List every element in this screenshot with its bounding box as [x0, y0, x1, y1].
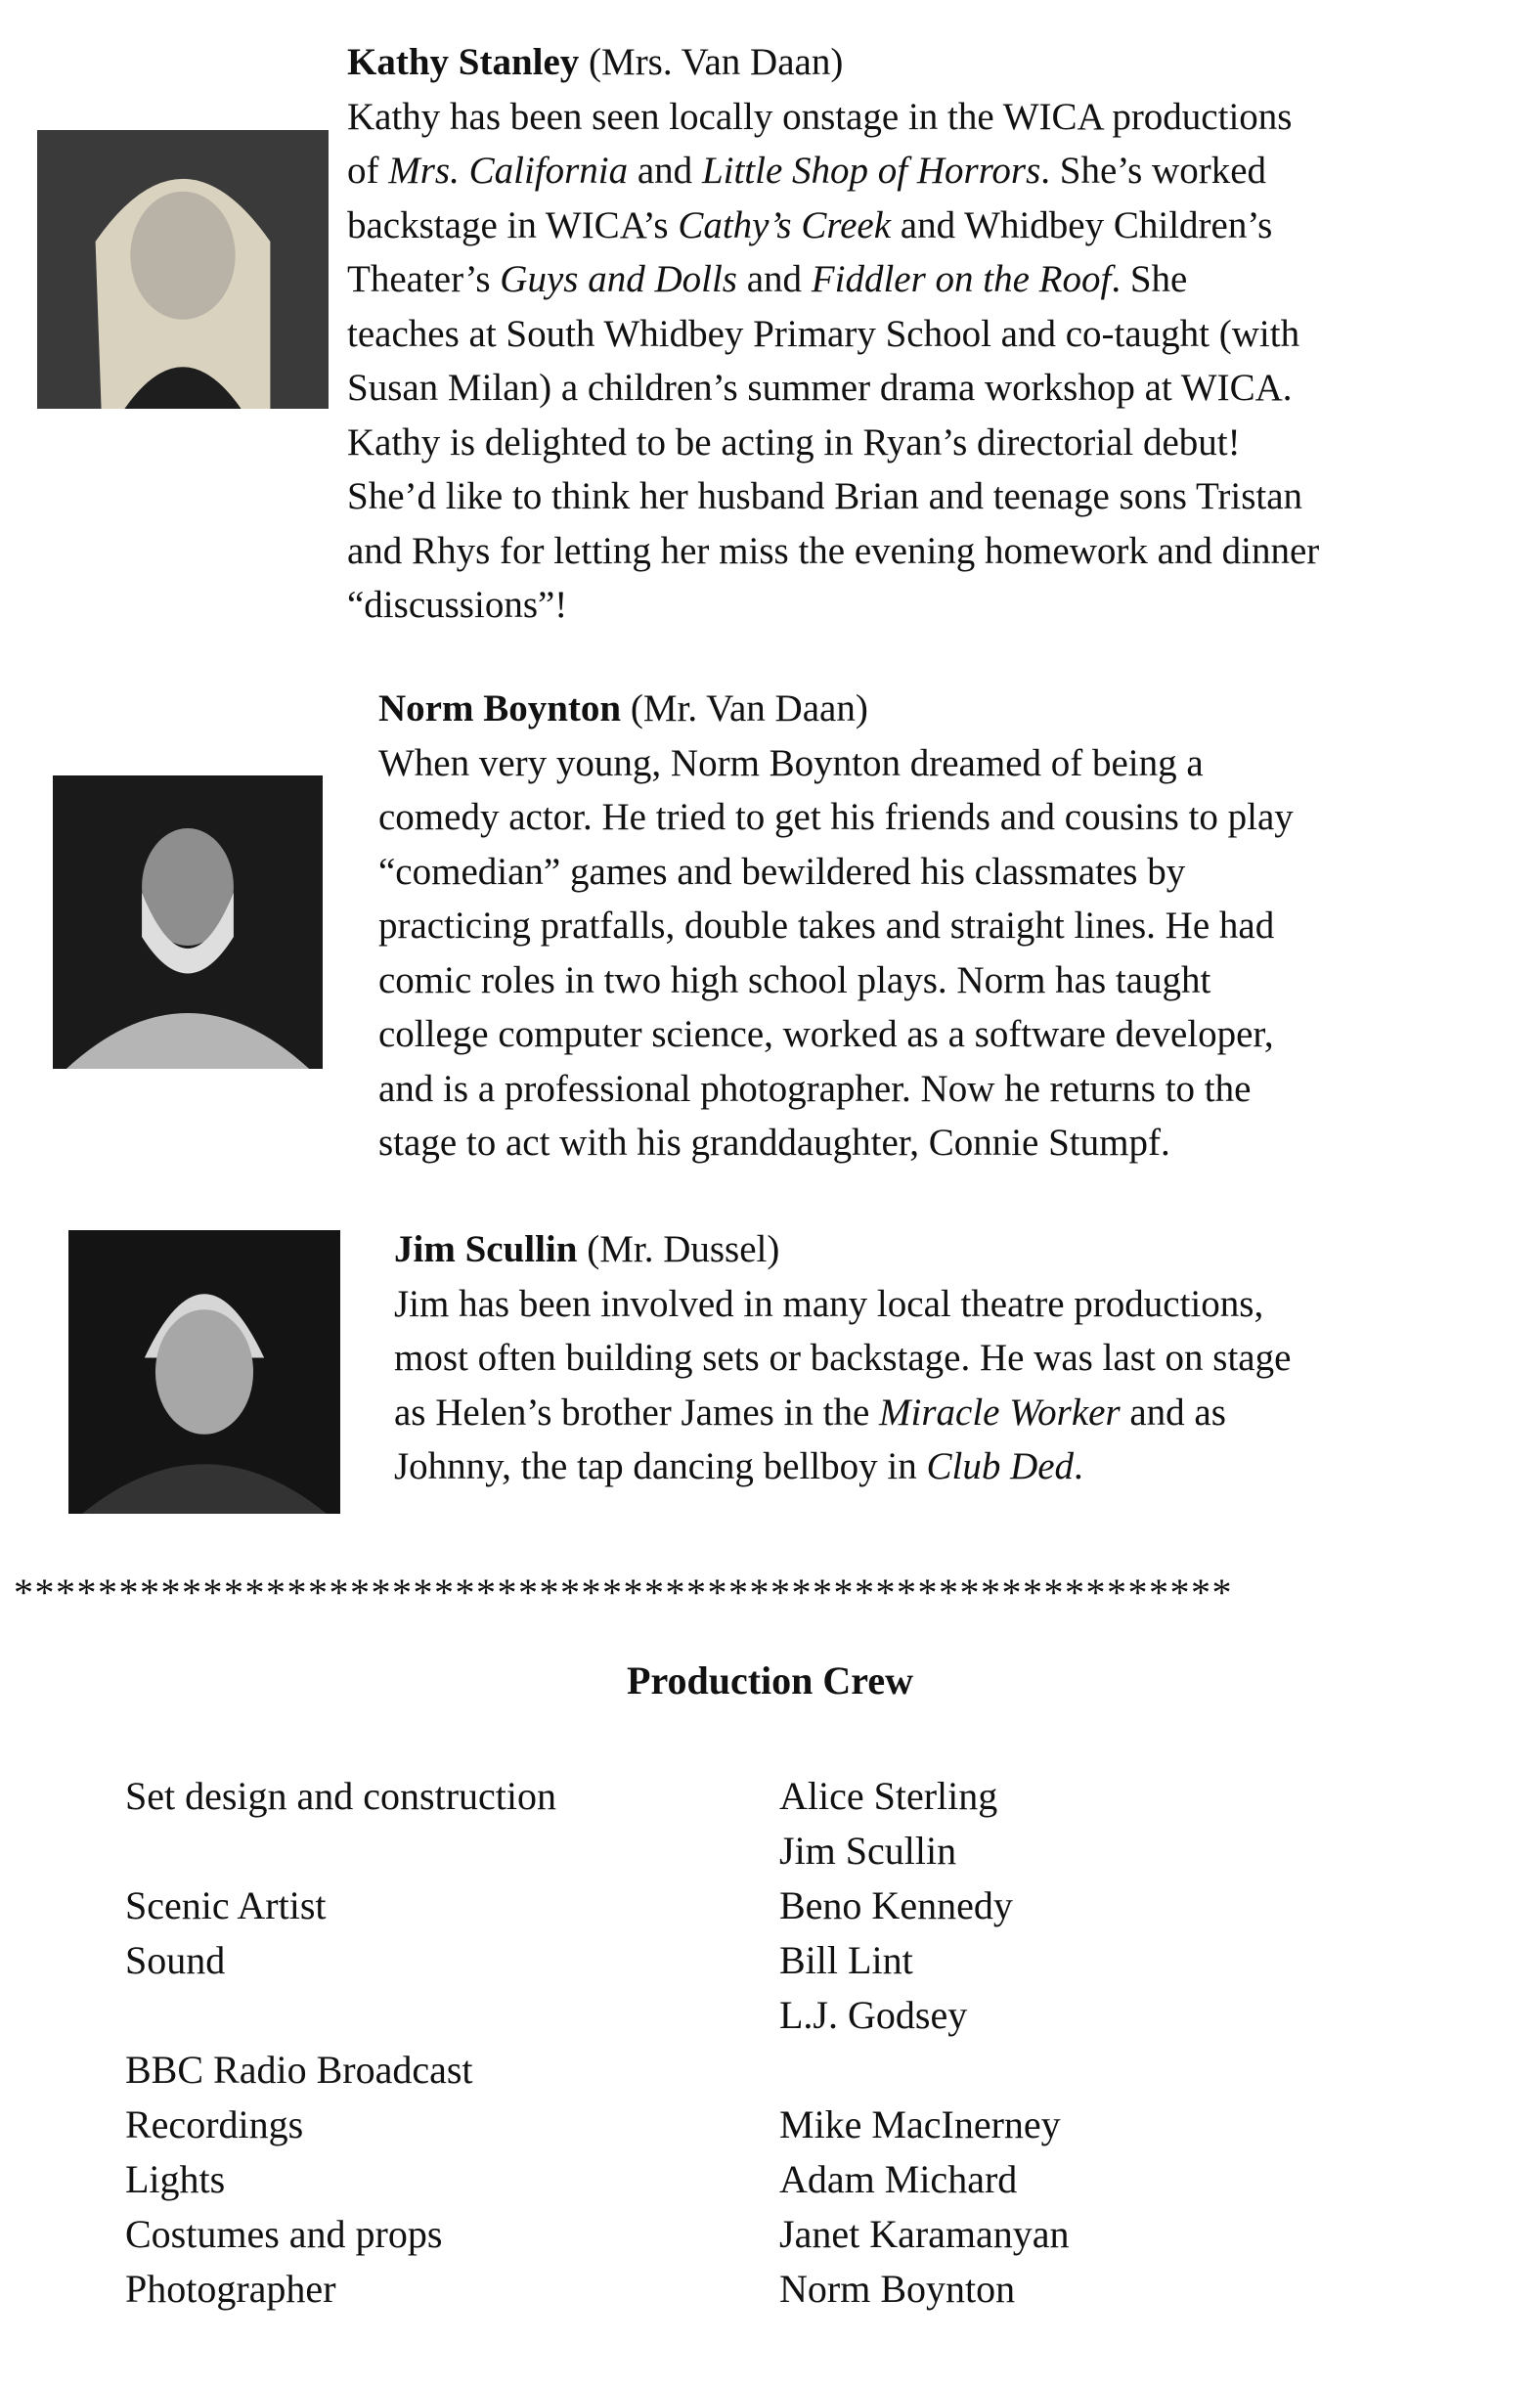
crew-names-column: [779, 1769, 1070, 2317]
crew-role: Scenic Artist: [125, 1883, 327, 1927]
bio-title-italic: Club Ded: [926, 1445, 1075, 1487]
bio-header: [394, 1222, 1291, 1277]
crew-role: [125, 1824, 556, 1879]
crew-name: L.J. Godsey: [779, 1993, 968, 2037]
bio-line: [347, 307, 1319, 362]
bio-role: (Mr. Van Daan): [630, 687, 868, 729]
bio-norm-boynton: [378, 682, 1294, 1171]
bio-title-italic: Fiddler on the Roof: [811, 258, 1112, 300]
crew-role: Lights: [125, 2157, 226, 2201]
bio-text-segment: Kathy is delighted to be acting in Ryan’s directorial debut!: [347, 420, 1241, 464]
bio-text-segment: Theater’s: [347, 258, 501, 300]
bio-text-segment: . She’s worked: [1040, 150, 1267, 192]
bio-text-segment: comic roles in two high school plays. Norm has taught: [378, 958, 1211, 1001]
portrait-image: [68, 1230, 340, 1514]
bio-line: [394, 1331, 1291, 1386]
bio-text: [394, 1277, 1291, 1494]
bio-line: [347, 361, 1319, 416]
bio-line: [347, 90, 1319, 145]
bio-line: [347, 144, 1319, 199]
bio-title-italic: Little Shop of Horrors: [701, 150, 1041, 192]
bio-role: (Mr. Dussel): [587, 1228, 780, 1270]
bio-name: Jim Scullin: [394, 1228, 578, 1270]
bio-text-segment: Susan Milan) a children’s summer drama workshop at WICA.: [347, 367, 1293, 409]
crew-title: Production Crew: [627, 1658, 913, 1702]
bio-line: [378, 1116, 1294, 1171]
photo-norm-boynton: [53, 775, 323, 1069]
bio-text-segment: college computer science, worked as a software developer,: [378, 1013, 1274, 1055]
bio-text-segment: practicing pratfalls, double takes and straight lines. He had: [378, 905, 1275, 947]
bio-text: [347, 90, 1319, 633]
bio-line: [347, 469, 1319, 524]
bio-line: [394, 1439, 1291, 1494]
bio-text-segment: and Rhys for letting her miss the evening homework and dinner: [347, 529, 1320, 572]
bio-title-italic: Miracle Worker: [879, 1391, 1121, 1434]
bio-header: [378, 682, 1294, 736]
bio-title-italic: Mrs. California: [388, 150, 629, 192]
bio-line: [378, 953, 1294, 1008]
bio-line: [347, 416, 1319, 470]
crew-roles-column: [125, 1769, 556, 2317]
bio-line: [347, 252, 1319, 307]
bio-line: [378, 899, 1294, 953]
bio-text-segment: of: [347, 150, 389, 192]
crew-name: Janet Karamanyan: [779, 2212, 1070, 2256]
crew-role: Recordings: [125, 2102, 304, 2146]
crew-name: Mike MacInerney: [779, 2102, 1061, 2146]
bio-text: [378, 736, 1294, 1171]
bio-text-segment: backstage in WICA’s: [347, 203, 679, 246]
bio-header: [347, 35, 1319, 90]
crew-role: BBC Radio Broadcast: [125, 2048, 473, 2092]
bio-line: [347, 199, 1319, 253]
bio-text-segment: Johnny, the tap dancing bellboy in: [394, 1445, 927, 1487]
bio-text-segment: . She: [1111, 258, 1188, 300]
bio-kathy-stanley: [347, 35, 1319, 633]
bio-text-segment: and Whidbey Children’s: [891, 203, 1273, 246]
separator-stars: **********************************************************: [14, 1570, 1233, 1614]
bio-name: Norm Boynton: [378, 687, 622, 729]
bio-text-segment: “discussions”!: [347, 584, 568, 626]
bio-text-segment: as Helen’s brother James in the: [394, 1391, 880, 1434]
bio-line: [394, 1277, 1291, 1332]
crew-role: Set design and construction: [125, 1774, 557, 1818]
bio-text-segment: “comedian” games and bewildered his classmates by: [378, 850, 1186, 893]
crew-name: Bill Lint: [779, 1938, 913, 1982]
bio-line: [347, 578, 1319, 633]
crew-name: Alice Sterling: [779, 1774, 998, 1818]
bio-text-segment: most often building sets or backstage. He was last on stage: [394, 1337, 1292, 1379]
bio-line: [347, 524, 1319, 579]
bio-text-segment: and is a professional photographer. Now he returns to the: [378, 1067, 1252, 1110]
crew-role: [125, 1988, 556, 2043]
crew-role: Sound: [125, 1938, 226, 1982]
bio-role: (Mrs. Van Daan): [589, 41, 844, 83]
bio-text-segment: and as: [1120, 1391, 1226, 1434]
bio-name: Kathy Stanley: [347, 41, 580, 83]
bio-line: [378, 845, 1294, 900]
bio-jim-scullin: [394, 1222, 1291, 1494]
crew-role: Photographer: [125, 2267, 336, 2311]
photo-kathy-stanley: [37, 130, 329, 409]
bio-line: [378, 1007, 1294, 1062]
bio-line: [394, 1386, 1291, 1440]
crew-name: [779, 2043, 1070, 2098]
bio-text-segment: and: [628, 150, 702, 192]
bio-text-segment: When very young, Norm Boynton dreamed of being a: [378, 741, 1204, 784]
bio-text-segment: comedy actor. He tried to get his friends and cousins to play: [378, 796, 1294, 838]
bio-title-italic: Guys and Dolls: [500, 258, 737, 300]
bio-line: [378, 790, 1294, 845]
bio-text-segment: stage to act with his granddaughter, Connie Stumpf.: [378, 1122, 1170, 1164]
crew-name: Beno Kennedy: [779, 1883, 1013, 1927]
bio-text-segment: Jim has been involved in many local theatre productions,: [394, 1282, 1264, 1325]
crew-role: Costumes and props: [125, 2212, 443, 2256]
crew-name: Norm Boynton: [779, 2267, 1016, 2311]
bio-text-segment: teaches at South Whidbey Primary School and co-taught (with: [347, 312, 1300, 355]
bio-text-segment: and: [736, 258, 812, 300]
portrait-image: [53, 775, 323, 1069]
bio-text-segment: Kathy has been seen locally onstage in the WICA productions: [347, 95, 1293, 138]
crew-name: Jim Scullin: [779, 1829, 957, 1873]
crew-name: Adam Michard: [779, 2157, 1018, 2201]
bio-line: [378, 1062, 1294, 1117]
bio-title-italic: Cathy’s Creek: [678, 203, 892, 246]
portrait-image: [37, 130, 329, 409]
photo-jim-scullin: [68, 1230, 340, 1514]
bio-line: [378, 736, 1294, 791]
bio-text-segment: .: [1074, 1445, 1083, 1487]
bio-text-segment: She’d like to think her husband Brian and teenage sons Tristan: [347, 475, 1303, 517]
